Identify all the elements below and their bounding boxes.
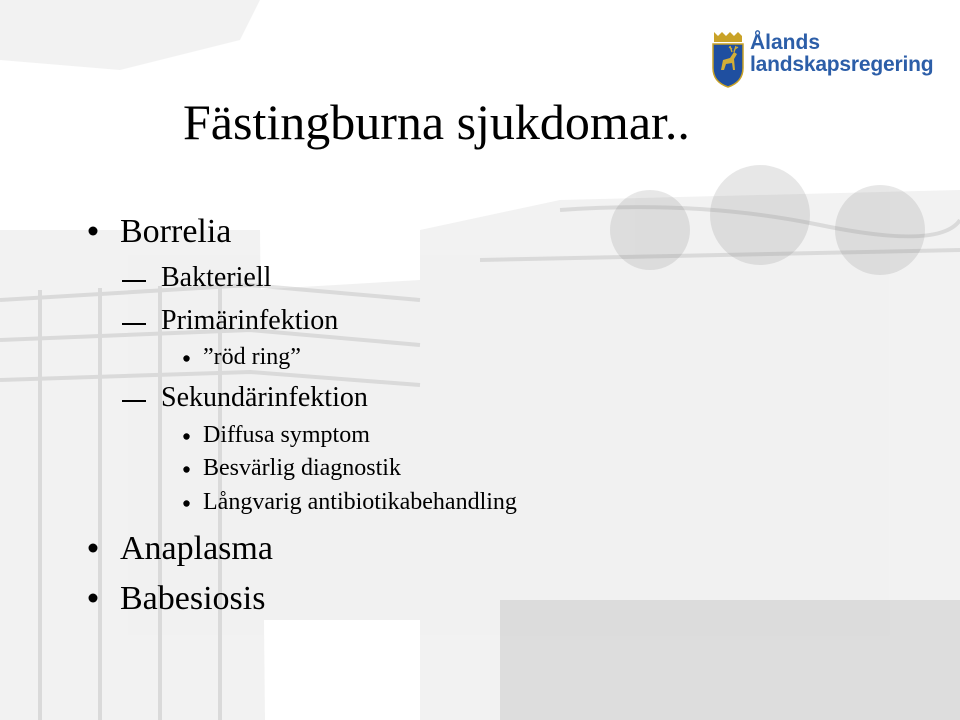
aland-government-logo xyxy=(710,28,934,90)
bullet-dot-icon xyxy=(183,433,191,441)
bullet-subsubitem: ”röd ring” xyxy=(203,344,301,370)
bullet-dot-icon xyxy=(88,593,98,603)
bullet-subitem: Bakteriell xyxy=(161,262,272,293)
bullet-dot-icon xyxy=(88,543,98,553)
bullet-dash-icon xyxy=(122,323,146,327)
bullet-item: Anaplasma xyxy=(120,530,273,567)
bullet-subsubitem: Besvärlig diagnostik xyxy=(203,455,401,481)
logo-line-2: landskapsregering xyxy=(750,53,934,76)
bullet-dash-icon xyxy=(122,280,146,284)
bullet-subitem: Primärinfektion xyxy=(161,305,339,336)
slide-title: Fästingburna sjukdomar.. xyxy=(183,94,690,150)
bullet-dot-icon xyxy=(183,355,191,363)
bullet-item: Borrelia xyxy=(120,213,232,250)
bullet-item: Babesiosis xyxy=(120,580,266,617)
bullet-dot-icon xyxy=(183,500,191,508)
coat-of-arms-icon xyxy=(710,30,746,88)
bullet-dot-icon xyxy=(88,226,98,236)
bullet-subsubitem: Långvarig antibiotikabehandling xyxy=(203,489,517,515)
bullet-dash-icon xyxy=(122,400,146,404)
logo-line-1: Ålands xyxy=(750,31,821,54)
bullet-dot-icon xyxy=(183,466,191,474)
bullet-subsubitem: Diffusa symptom xyxy=(203,422,370,448)
bullet-subitem: Sekundärinfektion xyxy=(161,382,368,413)
